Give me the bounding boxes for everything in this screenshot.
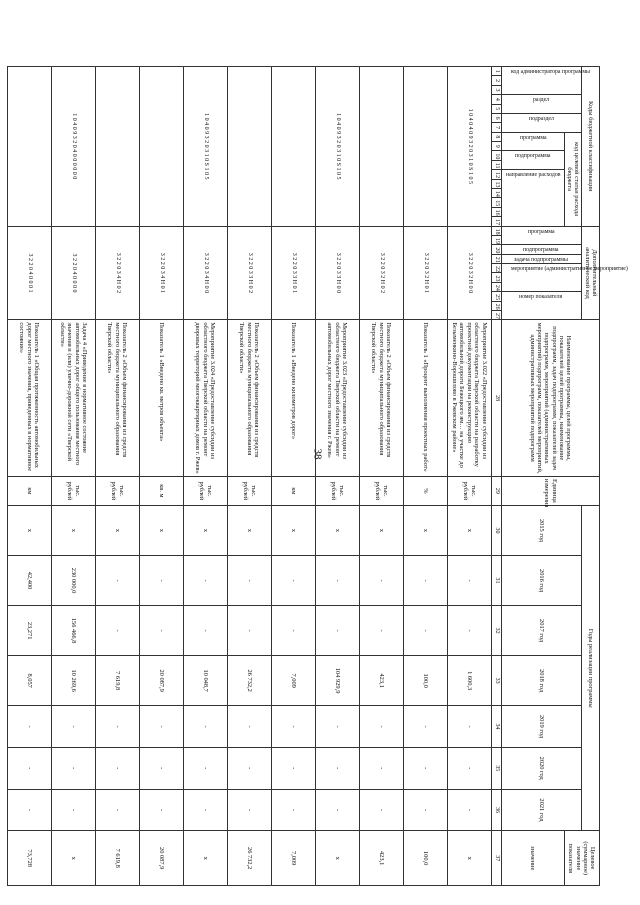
column-number-cell: 3	[491, 85, 501, 94]
table-row	[183, 67, 227, 886]
year-2018-header: 2018 год	[501, 656, 582, 706]
column-number-cell: 28	[491, 320, 501, 476]
year-value-cell: -	[227, 606, 271, 656]
header-row-1	[582, 67, 600, 886]
year-value-cell: -	[95, 747, 139, 789]
year-value-cell: -	[315, 747, 359, 789]
year-value-cell: 8,057	[7, 656, 51, 706]
page-number: 38	[311, 448, 324, 460]
row-name-cell: Показатель 1 «Введено кв. метров объекта»	[139, 320, 183, 476]
row-name-cell: Показатель 1 «Введено километров дорог»	[271, 320, 315, 476]
year-value-cell: -	[447, 706, 491, 748]
table-row	[315, 67, 359, 886]
year-2019-header: 2019 год	[501, 706, 582, 748]
column-number-cell: 23	[491, 273, 501, 282]
column-number-cell: 33	[491, 656, 501, 706]
table-row	[447, 67, 491, 886]
budget-codes-cell: 1 0 4 0 9 3 2 0 3 1 0 S 1 0 5	[315, 67, 359, 227]
column-number-cell: 29	[491, 476, 501, 505]
year-value-cell: -	[7, 789, 51, 831]
year-value-cell: -	[139, 606, 183, 656]
column-number-cell: 1	[491, 67, 501, 76]
year-value-cell: -	[51, 706, 95, 748]
target-value-cell: х	[315, 831, 359, 886]
year-2016-header: 2016 год	[501, 556, 582, 606]
unit-cell: тыс. рублей	[359, 476, 403, 505]
column-number-cell: 10	[491, 151, 501, 160]
column-number-cell: 31	[491, 556, 501, 606]
target-value-subheader: значение	[501, 831, 564, 886]
budget-codes-cell	[139, 67, 183, 227]
target-value-cell: х	[447, 831, 491, 886]
column-number-cell: 22	[491, 264, 501, 273]
addl-group-header: Дополнительный аналитический код	[582, 226, 600, 320]
year-value-cell: х	[271, 505, 315, 555]
year-value-cell: -	[95, 789, 139, 831]
year-value-cell: -	[315, 706, 359, 748]
rotated-table-sheet	[18, 66, 629, 886]
budget-codes-cell	[403, 67, 447, 227]
table-body	[7, 67, 491, 886]
column-number-cell: 7	[491, 123, 501, 132]
addl-program-header: программа	[501, 226, 582, 245]
unit-cell: тыс. рублей	[183, 476, 227, 505]
year-value-cell: 26 732,2	[227, 656, 271, 706]
addl-event-header: мероприятие (административное мероприятие)	[501, 264, 582, 292]
year-2020-header: 2020 год	[501, 747, 582, 789]
year-value-cell: х	[403, 505, 447, 555]
analytic-code-cell: 3 2 2 0 3 3 Н 0 0	[315, 226, 359, 320]
year-value-cell: 1 600,3	[447, 656, 491, 706]
year-value-cell: -	[227, 706, 271, 748]
unit-cell: км	[271, 476, 315, 505]
year-value-cell: 230 000,0	[51, 556, 95, 606]
analytic-code-cell: 3 2 2 0 4 0 0 0 1	[7, 226, 51, 320]
year-value-cell: -	[447, 556, 491, 606]
column-number-cell: 17	[491, 217, 501, 227]
year-value-cell: -	[359, 789, 403, 831]
year-value-cell: -	[51, 747, 95, 789]
year-value-cell: 23,271	[7, 606, 51, 656]
year-value-cell: х	[95, 505, 139, 555]
year-value-cell: -	[315, 606, 359, 656]
target-value-cell: 7 619,8	[95, 831, 139, 886]
column-number-cell: 13	[491, 179, 501, 188]
column-number-cell: 15	[491, 198, 501, 207]
row-name-cell: Мероприятие 3.022 «Предоставление субсидии из областного бюджета Тверской области на разработку проектной документации на реконструкцию автомобильной дороги Бежецкого ям… на участке до Безыменкино-Ворошилово в Ржевском районе»	[447, 320, 491, 476]
year-value-cell: -	[227, 556, 271, 606]
target-value-cell: 100,0	[403, 831, 447, 886]
column-number-cell: 27	[491, 310, 501, 319]
budget-codes-cell: 1 0 4 0 9 3 2 0 3 1 0 S 1 0 5	[183, 67, 227, 227]
target-value-cell: 26 732,2	[227, 831, 271, 886]
target-value-cell: 7,009	[271, 831, 315, 886]
year-value-cell: х	[7, 505, 51, 555]
year-value-cell: -	[359, 706, 403, 748]
year-value-cell: х	[447, 505, 491, 555]
row-name-cell: Задача 4 «Приведение в нормативное состояние автомобильных дорог общего пользования местного значения и (или) улично-дорожной сети «Тверской области»	[51, 320, 95, 476]
unit-cell: тыс. рублей	[447, 476, 491, 505]
row-name-cell: Мероприятие 3.024 «Предоставление субсидии из областного бюджета Тверской области на ремонт дворовых территорий многоквартирных домов г. Ржев»	[183, 320, 227, 476]
target-column-header: Целевое (суммарное) значение показателя	[564, 831, 599, 886]
year-value-cell: -	[183, 556, 227, 606]
table-row	[227, 67, 271, 886]
codes-group-header: Коды бюджетной классификации	[582, 67, 600, 227]
year-value-cell: -	[403, 606, 447, 656]
year-value-cell: -	[139, 747, 183, 789]
target-value-cell: х	[183, 831, 227, 886]
table-row	[359, 67, 403, 886]
addl-subprogram-header: подпрограмма	[501, 245, 582, 254]
column-number-cell: 16	[491, 207, 501, 216]
column-number-cell: 5	[491, 104, 501, 113]
budget-codes-cell: 1 0 4 0 9 3 2 0 4 0 0 0 0 0 0	[51, 67, 95, 227]
year-value-cell: -	[183, 747, 227, 789]
year-value-cell: -	[403, 789, 447, 831]
analytic-code-cell: 3 2 2 0 3 2 Н 0 1	[403, 226, 447, 320]
budget-codes-cell	[359, 67, 403, 227]
year-value-cell: -	[271, 747, 315, 789]
column-number-cell: 6	[491, 113, 501, 122]
year-2017-header: 2017 год	[501, 606, 582, 656]
year-value-cell: -	[359, 747, 403, 789]
year-value-cell: 423,1	[359, 656, 403, 706]
program-indicators-table	[7, 66, 629, 886]
table-row	[51, 67, 95, 886]
column-number-cell: 14	[491, 188, 501, 197]
year-value-cell: -	[403, 706, 447, 748]
year-value-cell: -	[95, 606, 139, 656]
year-value-cell: -	[447, 606, 491, 656]
year-value-cell: 156 466,8	[51, 606, 95, 656]
year-value-cell: -	[7, 747, 51, 789]
analytic-code-cell: 3 2 2 0 3 4 Н 0 2	[95, 226, 139, 320]
year-value-cell: 10 048,7	[183, 656, 227, 706]
year-value-cell: -	[359, 606, 403, 656]
name-column-header: Наименование программы, целей программы, показателей целей программы, наименование подпрограмм, задач подпрограмм, показателей задач подпрограмм, мероприятий (административных мероприятий) подпрограмм, показателей мероприятий, административных мероприятий подпрограмм	[501, 320, 599, 476]
year-2021-header: 2021 год	[501, 789, 582, 831]
table-row	[139, 67, 183, 886]
year-value-cell: -	[227, 747, 271, 789]
unit-cell: кв. м	[139, 476, 183, 505]
target-program-header: программа	[501, 132, 564, 151]
addl-number-header: номер показателя	[501, 292, 582, 320]
unit-cell: тыс. рублей	[95, 476, 139, 505]
year-value-cell: -	[227, 789, 271, 831]
year-value-cell: х	[139, 505, 183, 555]
column-number-cell: 2	[491, 76, 501, 85]
year-value-cell: -	[271, 606, 315, 656]
row-name-cell: Показатель 1 «Общая протяженность автомобильных дорог местного значения, приведенных в нормативное состояние»	[7, 320, 51, 476]
year-value-cell: -	[271, 706, 315, 748]
year-value-cell: -	[95, 706, 139, 748]
column-number-cell: 32	[491, 606, 501, 656]
year-value-cell: -	[95, 556, 139, 606]
column-number-cell: 30	[491, 505, 501, 555]
column-number-cell: 37	[491, 831, 501, 886]
budget-codes-cell	[95, 67, 139, 227]
subsection-header: подраздел	[501, 113, 582, 132]
unit-column-header: Единица измерения	[501, 476, 599, 505]
column-number-cell: 8	[491, 132, 501, 141]
row-name-cell: Показатель 2 «Объем финансирования из средств местного бюджета муниципального образования Тверской области»	[359, 320, 403, 476]
year-value-cell: -	[403, 556, 447, 606]
year-2015-header: 2015 год	[501, 505, 582, 555]
year-value-cell: 7 619,8	[95, 656, 139, 706]
table-row	[403, 67, 447, 886]
column-number-cell: 11	[491, 160, 501, 169]
target-value-cell: 20 087,9	[139, 831, 183, 886]
analytic-code-cell: 3 2 2 0 3 3 Н 0 1	[271, 226, 315, 320]
year-value-cell: 100,0	[403, 656, 447, 706]
year-value-cell: -	[271, 556, 315, 606]
unit-cell: тыс. рублей	[227, 476, 271, 505]
column-number-cell: 4	[491, 95, 501, 104]
target-value-cell: 73,728	[7, 831, 51, 886]
table-row	[95, 67, 139, 886]
column-number-cell: 21	[491, 254, 501, 263]
budget-codes-cell	[271, 67, 315, 227]
analytic-code-cell: 3 2 2 0 3 4 Н 0 0	[183, 226, 227, 320]
column-number-cell: 18	[491, 226, 501, 235]
target-article-header: код целевой статьи расхода бюджета	[564, 132, 582, 226]
analytic-code-cell: 3 2 2 0 3 4 Н 0 1	[139, 226, 183, 320]
year-value-cell: -	[315, 556, 359, 606]
analytic-code-cell: 3 2 2 0 3 3 Н 0 2	[227, 226, 271, 320]
year-value-cell: х	[359, 505, 403, 555]
year-value-cell: х	[183, 505, 227, 555]
target-subprogram-header: подпрограмма	[501, 151, 564, 170]
admin-code-header: код администратора программы	[501, 67, 582, 95]
year-value-cell: 20 087,9	[139, 656, 183, 706]
column-number-cell: 24	[491, 282, 501, 291]
addl-task-header: задача подпрограммы	[501, 254, 582, 263]
unit-cell: тыс. рублей	[315, 476, 359, 505]
year-value-cell: -	[447, 747, 491, 789]
year-value-cell: 10 269,6	[51, 656, 95, 706]
year-value-cell: -	[7, 706, 51, 748]
analytic-code-cell: 3 2 2 0 3 2 Н 0 2	[359, 226, 403, 320]
table-row	[271, 67, 315, 886]
year-value-cell: 42,400	[7, 556, 51, 606]
year-value-cell: -	[447, 789, 491, 831]
column-number-cell: 12	[491, 170, 501, 179]
year-value-cell: -	[403, 747, 447, 789]
column-number-cell: 9	[491, 142, 501, 151]
budget-codes-cell	[7, 67, 51, 227]
column-number-cell: 25	[491, 292, 501, 301]
year-value-cell: -	[183, 606, 227, 656]
year-value-cell: -	[139, 789, 183, 831]
unit-cell: %	[403, 476, 447, 505]
analytic-code-cell: 3 2 2 0 3 2 Н 0 0	[447, 226, 491, 320]
column-number-cell: 36	[491, 789, 501, 831]
column-number-cell: 26	[491, 301, 501, 310]
year-value-cell: х	[227, 505, 271, 555]
year-value-cell: -	[359, 556, 403, 606]
year-value-cell: -	[139, 556, 183, 606]
row-name-cell: Показатель 1 «Процент выполнения проектных работ»	[403, 320, 447, 476]
year-value-cell: 7,009	[271, 656, 315, 706]
table-row	[7, 67, 51, 886]
year-value-cell: -	[315, 789, 359, 831]
column-number-row	[491, 67, 501, 886]
years-group-header: Годы реализации программы	[582, 505, 600, 830]
column-number-cell: 34	[491, 706, 501, 748]
target-value-cell: х	[51, 831, 95, 886]
year-value-cell: -	[271, 789, 315, 831]
budget-codes-cell: 1 0 4 0 4 0 9 3 2 0 3 1 0 S 1 0 5	[447, 67, 491, 227]
unit-cell: тыс. рублей	[51, 476, 95, 505]
year-value-cell: -	[139, 706, 183, 748]
column-number-cell: 35	[491, 747, 501, 789]
row-name-cell: Мероприятие 3.023 «Предоставление субсидии из областного бюджета Тверской области на ремонт автомобильных дорог местного значения г. Ржев»	[315, 320, 359, 476]
column-number-cell: 19	[491, 235, 501, 244]
year-value-cell: -	[183, 789, 227, 831]
year-value-cell: -	[51, 789, 95, 831]
year-value-cell: 104 929,9	[315, 656, 359, 706]
row-name-cell: Показатель 2 «Объем финансирования из средств местного бюджета муниципального образования Тверской области»	[227, 320, 271, 476]
year-value-cell: х	[51, 505, 95, 555]
target-value-cell: 423,1	[359, 831, 403, 886]
year-value-cell: -	[183, 706, 227, 748]
section-header: раздел	[501, 95, 582, 114]
year-value-cell: х	[315, 505, 359, 555]
row-name-cell: Показатель 2 «Объем финансирования из средств местного бюджета муниципального образования Тверской области»	[95, 320, 139, 476]
unit-cell: км	[7, 476, 51, 505]
target-direction-header: направление расходов	[501, 170, 564, 226]
column-number-cell: 20	[491, 245, 501, 254]
budget-codes-cell	[227, 67, 271, 227]
analytic-code-cell: 3 2 2 0 4 0 0 0 0	[51, 226, 95, 320]
